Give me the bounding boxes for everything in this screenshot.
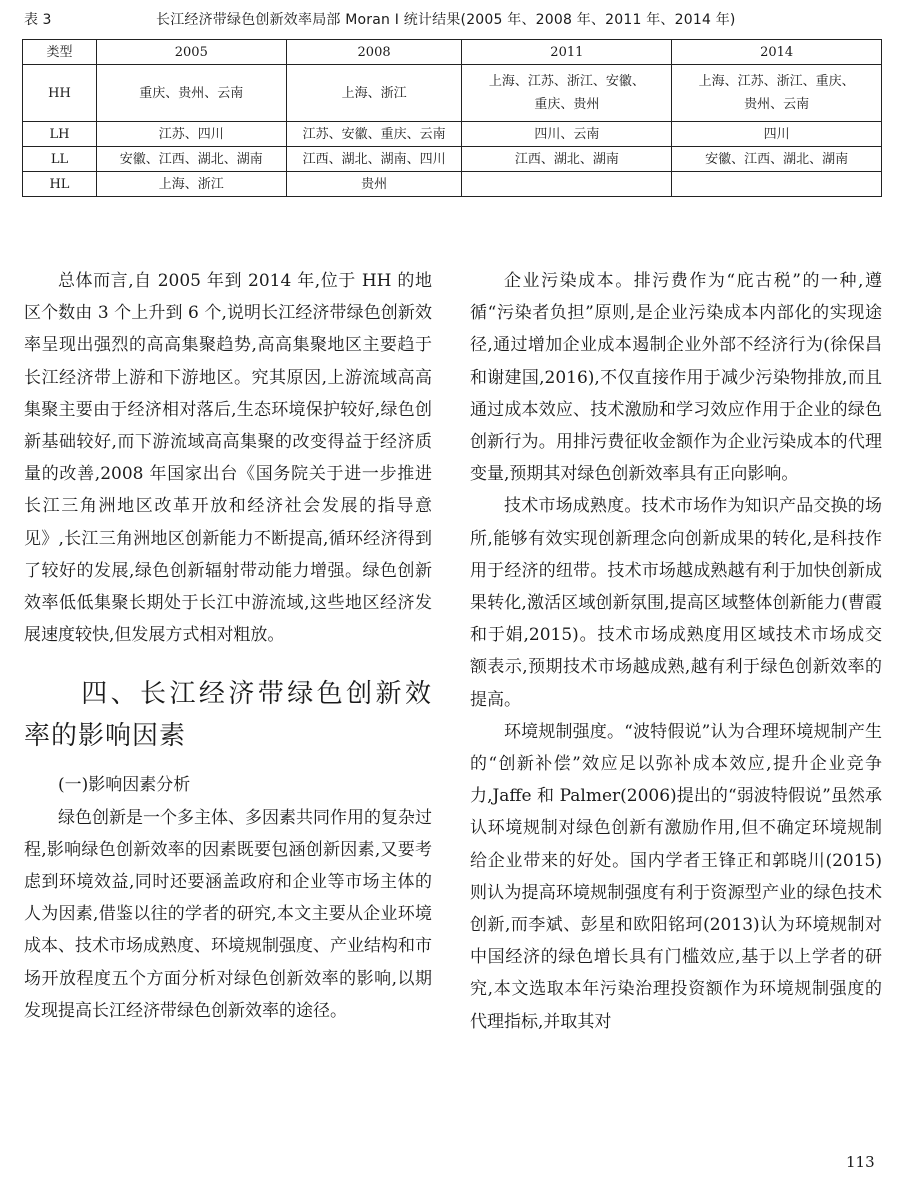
table-cell: HH [23, 65, 97, 122]
header-cell: 2014 [672, 40, 882, 65]
table-cell: 四川 [672, 122, 882, 147]
table-cell: 上海、浙江 [96, 172, 286, 197]
table-cell: 重庆、贵州、云南 [96, 65, 286, 122]
header-cell: 2011 [462, 40, 672, 65]
body-paragraph: 企业污染成本。排污费作为“庇古税”的一种,遵循“污染者负担”原则,是企业污染成本内部化的实现途径,通过增加企业成本遏制企业外部不经济行为(徐保昌和谢建国,2016),不仅直接作用于减少污染物排放,而且通过成本效应、技术激励和学习效应作用于企业的绿色创新行为。用排污费征收金额作为企业污染成本的代理变量,预期其对绿色创新效率具有正向影响。 [470, 271, 882, 485]
body-paragraph: 技术市场成熟度。技术市场作为知识产品交换的场所,能够有效实现创新理念向创新成果的转化,是科技作用于经济的纽带。技术市场越成熟越有利于加快创新成果转化,激活区域创新氛围,提高区域整体创新能力(曹霞和于娟,2015)。技术市场成熟度用区域技术市场成交额表示,预期技术市场越成熟,越有利于绿色创新效率的提高。 [470, 496, 882, 710]
table-cell: 安徽、江西、湖北、湖南 [96, 147, 286, 172]
body-paragraph: 环境规制强度。“波特假说”认为合理环境规制产生的“创新补偿”效应足以弥补成本效应,提升企业竞争力,Jaffe 和 Palmer(2006)提出的“弱波特假说”虽然承认环境规制对绿色创新有激励作用,但不确定环境规制给企业带来的好处。国内学者王锋正和郭晓川(2015)则认为提高环境规制强度有利于资源型产业的绿色技术创新,而李斌、彭星和欧阳铭珂(2013)认为环境规制对中国经济的绿色增长具有门槛效应,基于以上学者的研究,本文选取本年污染治理投资额作为环境规制强度的代理指标,并取其对 [470, 721, 882, 1032]
header-cell: 类型 [23, 40, 97, 65]
table-cell: 四川、云南 [462, 122, 672, 147]
body-paragraph: 绿色创新是一个多主体、多因素共同作用的复杂过程,影响绿色创新效率的因素既要包涵创新因素,又要考虑到环境效益,同时还要涵盖政府和企业等市场主体的人为因素,借鉴以往的学者的研究,本文主要从企业环境成本、技术市场成熟度、环境规制强度、产业结构和市场开放程度五个方面分析对绿色创新效率的影响,以期发现提高长江经济带绿色创新效率的途径。 [24, 807, 432, 1021]
table-cell: 江苏、安徽、重庆、云南 [286, 122, 462, 147]
table-cell: HL [23, 172, 97, 197]
table-cell: 江西、湖北、湖南、四川 [286, 147, 462, 172]
table-cell [462, 172, 672, 197]
table-row [23, 122, 882, 147]
table-caption [24, 8, 884, 32]
right-column [470, 265, 882, 1038]
left-column [24, 265, 432, 1027]
table-cell: 贵州 [286, 172, 462, 197]
section-heading: 四、长江经济带绿色创新效率的影响因素 [24, 679, 432, 752]
table-header-row [23, 40, 882, 65]
table-row [23, 172, 882, 197]
table-row [23, 147, 882, 172]
table-number: 表 3 [24, 12, 52, 28]
table-cell [672, 172, 882, 197]
subsection-heading: (一)影响因素分析 [58, 775, 191, 796]
table-cell: 安徽、江西、湖北、湖南 [672, 147, 882, 172]
header-cell: 2005 [96, 40, 286, 65]
moran-table [22, 39, 882, 197]
table-cell: 上海、浙江 [286, 65, 462, 122]
table-cell: 江西、湖北、湖南 [462, 147, 672, 172]
body-paragraph: 总体而言,自 2005 年到 2014 年,位于 HH 的地区个数由 3 个上升到 6 个,说明长江经济带绿色创新效率呈现出强烈的高高集聚趋势,高高集聚地区主要趋于长江经济带上游和下游地区。究其原因,上游流域高高集聚主要由于经济相对落后,生态环境保护较好,绿色创新基础较好,而下游流域高高集聚的改变得益于经济质量的改善,2008 年国家出台《国务院关于进一步推进长江三角洲地区改革开放和经济社会发展的指导意见》,长江三角洲地区创新能力不断提高,循环经济得到了较好的发展,绿色创新辐射带动能力增强。绿色创新效率低低集聚长期处于长江中游流域,这些地区经济发展速度较快,但发展方式相对粗放。 [24, 271, 432, 646]
table-row [23, 65, 882, 122]
table-cell: 江苏、四川 [96, 122, 286, 147]
table-cell: 上海、江苏、浙江、重庆、 贵州、云南 [672, 65, 882, 122]
table-title: 长江经济带绿色创新效率局部 Moran I 统计结果(2005 年、2008 年、2011 年、2014 年) [156, 12, 736, 28]
page-number: 113 [846, 1153, 875, 1171]
table-cell: LL [23, 147, 97, 172]
table-cell: LH [23, 122, 97, 147]
table-cell: 上海、江苏、浙江、安徽、 重庆、贵州 [462, 65, 672, 122]
header-cell: 2008 [286, 40, 462, 65]
